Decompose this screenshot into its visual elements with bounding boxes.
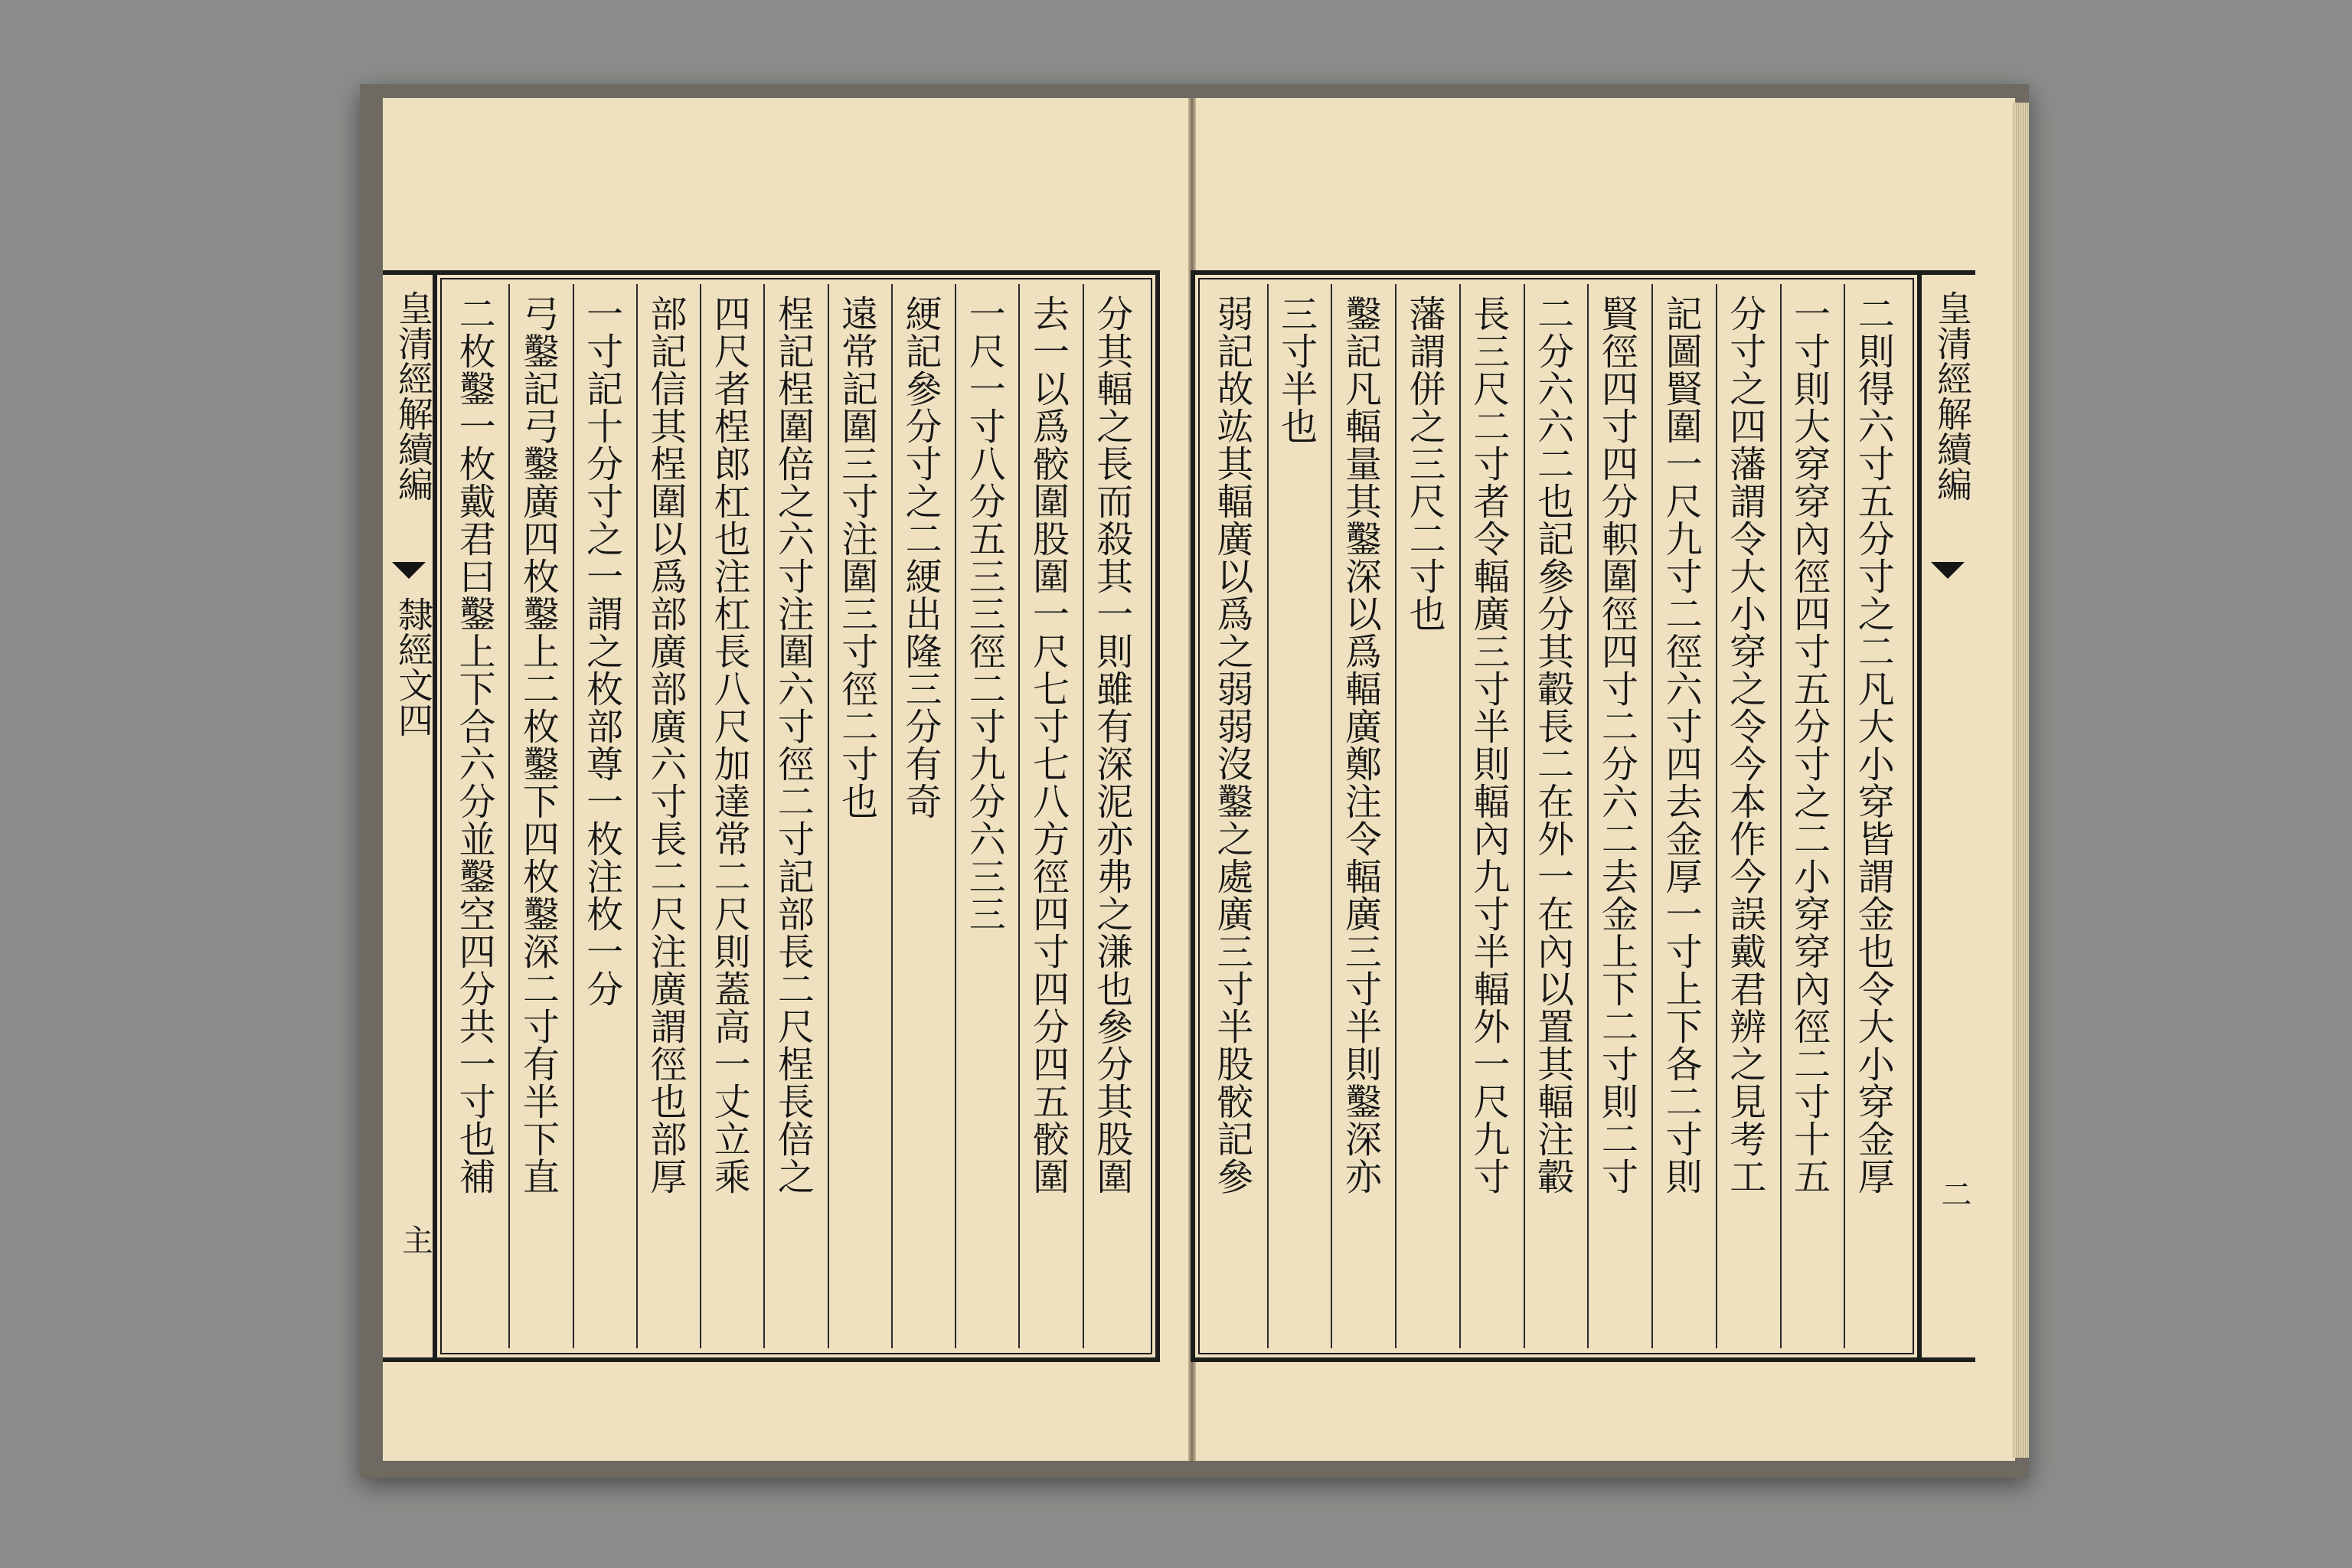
- column-text: 部記信其桯圍以爲部廣部廣六寸長二尺注廣謂徑也部厚: [643, 295, 687, 1195]
- column-text: 二分六六二也記參分其轂長二在外一在內以置其輻注轂: [1530, 295, 1574, 1195]
- right-columns: [1204, 284, 1908, 1348]
- text-column: [1716, 284, 1780, 1348]
- column-text: 弓鑿記弓鑿廣四枚鑿上二枚鑿下四枚鑿深二寸有半下直: [516, 295, 560, 1195]
- column-text: 遠常記圍三寸注圍三寸徑二寸也: [835, 295, 878, 820]
- text-column: [1524, 284, 1588, 1348]
- right-text-frame: [1191, 270, 1922, 1362]
- text-column: [955, 284, 1018, 1348]
- right-margin-title: 皇清經解續編: [1932, 290, 1973, 501]
- text-column: [1083, 284, 1146, 1348]
- page-edges: [2012, 103, 2029, 1458]
- column-text: 分寸之四藩謂令大小穿之令今本作今誤戴君辨之見考工: [1723, 295, 1766, 1195]
- column-text: 分其輻之長而殺其一則雖有深泥亦弗之溓也參分其股圍: [1089, 295, 1133, 1195]
- left-margin-section: 隸經文四: [393, 596, 434, 737]
- text-column: [636, 284, 700, 1348]
- column-text: 弱記故竑其輻廣以爲之弱弱沒鑿之處廣三寸半股骹記參: [1210, 295, 1253, 1195]
- fold-mark-icon: [1931, 562, 1965, 579]
- right-margin-column: [1922, 270, 1975, 1362]
- text-column: [1395, 284, 1459, 1348]
- text-column: [1331, 284, 1395, 1348]
- column-text: 一寸記十分寸之一謂之枚部尊一枚注枚一分: [580, 295, 623, 1008]
- column-text: 賢徑四寸四分軹圍徑四寸二分六二去金上下二寸則二寸: [1595, 295, 1638, 1195]
- column-text: 二則得六寸五分寸之二凡大小穿皆謂金也令大小穿金厚: [1851, 295, 1895, 1195]
- left-margin-column: [383, 270, 436, 1362]
- right-folio-number: 二: [1936, 1178, 1971, 1209]
- column-text: 藩謂併之三尺二寸也: [1403, 295, 1446, 632]
- text-column: [508, 284, 572, 1348]
- text-column: [446, 284, 508, 1348]
- text-column: [1459, 284, 1524, 1348]
- text-column: [1844, 284, 1908, 1348]
- column-text: 二枚鑿一枚戴君曰鑿上下合六分並鑿空四分共一寸也補: [452, 295, 496, 1195]
- text-column: [1018, 284, 1082, 1348]
- column-text: 長三尺二寸者令輻廣三寸半則輻內九寸半輻外一尺九寸: [1466, 295, 1510, 1195]
- text-column: [700, 284, 763, 1348]
- column-text: 一寸則大穿穿內徑四寸五分寸之二小穿穿內徑二寸十五: [1787, 295, 1831, 1195]
- column-text: 鑿記凡輻量其鑿深以爲輻廣鄭注令輻廣三寸半則鑿深亦: [1338, 295, 1382, 1195]
- column-text: 四尺者桯郎杠也注杠長八尺加達常二尺則蓋高一丈立乘: [707, 295, 751, 1195]
- fold-mark-icon: [392, 562, 426, 579]
- text-column: [1780, 284, 1844, 1348]
- text-column: [1267, 284, 1331, 1348]
- column-text: 一尺一寸八分五三三徑二寸九分六三三: [962, 295, 1006, 933]
- text-column: [1204, 284, 1267, 1348]
- text-column: [1651, 284, 1716, 1348]
- column-text: 記圖賢圍一尺九寸二徑六寸四去金厚一寸上下各二寸則: [1659, 295, 1703, 1195]
- left-text-frame: [433, 270, 1160, 1362]
- text-column: [573, 284, 636, 1348]
- text-column: [1587, 284, 1651, 1348]
- text-column: [828, 284, 891, 1348]
- column-text: 桯記桯圍倍之六寸注圍六寸徑二寸記部長二尺桯長倍之: [771, 295, 815, 1195]
- text-column: [891, 284, 955, 1348]
- column-text: 去一以爲骹圍股圍一尺七寸七八方徑四寸四分四五骹圍: [1026, 295, 1070, 1195]
- left-folio-number: 主: [397, 1224, 433, 1255]
- left-columns: [446, 284, 1146, 1348]
- text-column: [763, 284, 827, 1348]
- column-text: 三寸半也: [1274, 295, 1318, 445]
- column-text: 綆記參分寸之二綆出隆三分有奇: [898, 295, 942, 820]
- left-margin-title: 皇清經解續編: [393, 290, 434, 501]
